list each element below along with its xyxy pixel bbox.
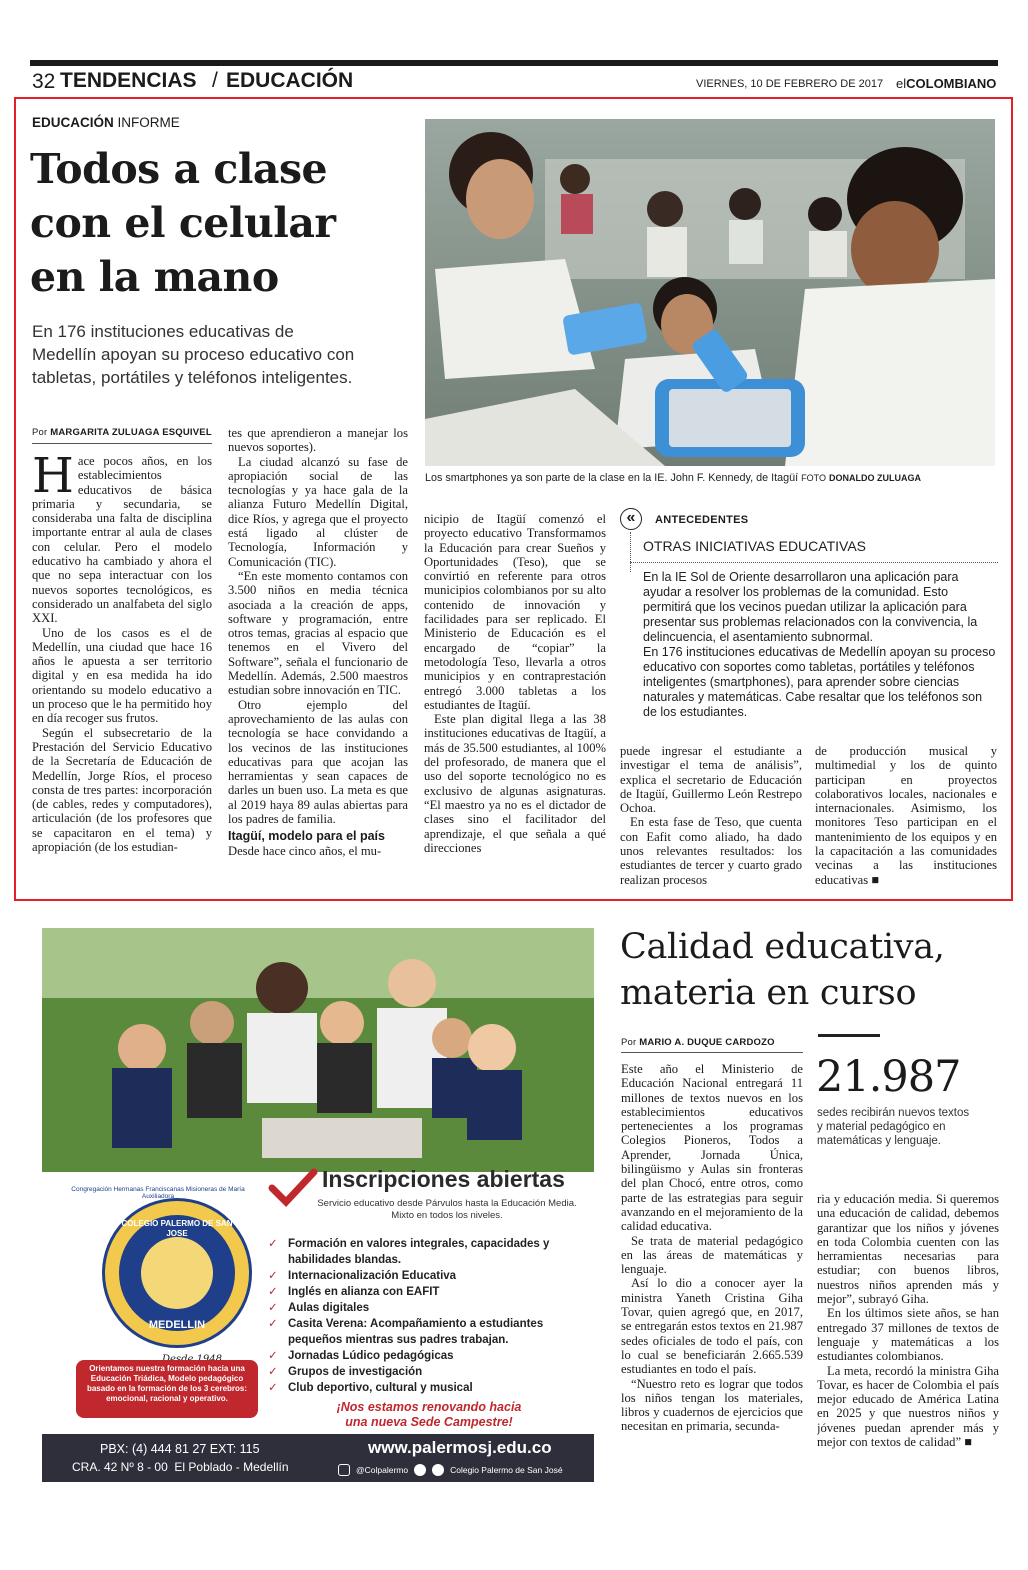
paragraph: La ciudad alcanzó su fase de apropiación social de las tecnologías y ya hace gala de la alianza Futuro Medellín Digital, dice Ríos, y agrega que el proyecto está ligado al clúster de Tecnología, Información y Comunicación (TIC). xyxy=(228,454,408,569)
sidebar-label: ANTECEDENTES xyxy=(655,514,749,526)
ad-bullet xyxy=(268,1236,590,1268)
classroom-photo xyxy=(425,119,995,466)
facebook-icon xyxy=(432,1464,444,1476)
issue-date: VIERNES, 10 DE FEBRERO DE 2017 xyxy=(696,78,884,90)
credit-prefix: FOTO xyxy=(801,473,826,483)
paragraph: En los últimos siete años, se han entregado 37 millones de textos de lenguaje y matemáticas a los estudiantes colombianos. xyxy=(817,1306,999,1364)
ad-bullet xyxy=(268,1316,590,1348)
social-handle: @Colpalermo xyxy=(356,1465,409,1475)
youtube-icon xyxy=(414,1464,426,1476)
ad-headline: Inscripciones abiertas xyxy=(322,1166,565,1192)
seal-name: COLEGIO PALERMO DE SAN JOSE xyxy=(121,1219,233,1238)
paragraph: En esta fase de Teso, que cuenta con Eafit como aliado, ha dado unos relevantes resultados: los estudiantes de tercer y cuarto grado realizan procesos xyxy=(620,815,802,887)
check-icon: ✓ xyxy=(268,1270,278,1282)
ad-social xyxy=(338,1464,563,1476)
paragraph: Desde hace cinco años, el mu- xyxy=(228,843,382,858)
social-name: Colegio Palermo de San José xyxy=(450,1465,563,1475)
photo-caption xyxy=(425,472,997,484)
ad-bullet-text: Aulas digitales xyxy=(288,1302,370,1314)
article-deck xyxy=(32,320,354,389)
article-headline xyxy=(30,142,336,304)
campus-announcement xyxy=(268,1400,590,1430)
ad-bullet-text: Club deportivo, cultural y musical xyxy=(288,1382,473,1394)
kicker-light: INFORME xyxy=(117,115,180,130)
sidebar-paragraph: En 176 instituciones educativas de Medellín apoyan su proceso educativo con soportes como tabletas, portátiles y teléfonos inteligentes (smartphones), para aprender sobre ciencias naturales y matemáticas. Cabe resaltar que los teléfonos son de los estudiantes. xyxy=(643,645,996,719)
deck-line: En 176 instituciones educativas de xyxy=(32,322,294,341)
byline-rule xyxy=(32,443,212,444)
ad-bullet xyxy=(268,1380,590,1396)
ad-bullet xyxy=(268,1268,590,1284)
paragraph: nicipio de Itagüí comenzó el proyecto educativo Transformamos la Educación para crear Sueños y Oportunidades (Teso), que se convirtió en referente para otros municipios colombianos por su alto contenido de innovación y facilidades para ser replicado. El Ministerio de Educación es el encargado de “copiar” la metodología Teso, llevarla a otros municipios y en contraprestación entregó 3.000 tabletas a los estudiantes de Itagüí. xyxy=(424,512,606,712)
ad-bullet-text: Grupos de investigación xyxy=(288,1366,423,1378)
deck-line: Medellín apoyan su proceso educativo con xyxy=(32,345,355,364)
sidebar-body xyxy=(643,570,997,720)
check-icon: ✓ xyxy=(268,1382,278,1394)
article2-column-2 xyxy=(817,1192,999,1498)
sidebar-title: OTRAS INICIATIVAS EDUCATIVAS xyxy=(643,538,866,554)
ad-bullet xyxy=(268,1300,590,1316)
end-mark-icon: ■ xyxy=(871,872,879,887)
check-icon: ✓ xyxy=(268,1238,278,1250)
article2-column-1 xyxy=(621,1062,803,1498)
byline-name: MARIO A. DUQUE CARDOZO xyxy=(639,1037,775,1048)
seal-center xyxy=(141,1237,213,1309)
page-header xyxy=(30,68,998,94)
ad-bullet xyxy=(268,1364,590,1380)
check-icon: ✓ xyxy=(268,1350,278,1362)
article-column-3 xyxy=(424,512,606,890)
paragraph: Este año el Ministerio de Educación Nacional entregará 11 millones de textos nuevos en los establecimientos educativos pertenecientes a los programas Colegios Pioneros, Todos a Aprender, Jornada Única, bilingüismo y Aulas sin fronteras del plan Chocó, entre otros, como parte de las estrategias para seguir avanzando en el mejoramiento de la calidad educativa. xyxy=(621,1062,803,1234)
paragraph: “Nuestro reto es lograr que todos los niños tengan los materiales, libros y cuadernos de ejercicios que necesitan en primaria, secunda- xyxy=(621,1376,803,1434)
sidebar-title-rule xyxy=(630,562,998,563)
ad-bullet-text: Inglés en alianza con EAFIT xyxy=(288,1286,440,1298)
paragraph: Uno de los casos es el de Medellín, una ciudad que hace 16 años le apuesta a ser territorio digital y en esa medida ha ido orientando su modelo educativo a un proceso que le ha permitido hoy en día recoger sus frutos. xyxy=(32,625,212,726)
campus-line: ¡Nos estamos renovando hacia xyxy=(336,1400,522,1414)
ad-photo xyxy=(42,928,594,1172)
ad-bullet-text: Formación en valores integrales, capacidades y habilidades blandas. xyxy=(288,1238,550,1266)
credit-name: DONALDO ZULUAGA xyxy=(828,473,921,483)
sidebar-dotted-rule xyxy=(630,532,631,572)
sidebar-box xyxy=(620,510,998,722)
paragraph: Se trata de material pedagógico en las áreas de matemáticas y lenguaje. xyxy=(621,1233,803,1277)
paragraph: de producción musical y multimedial y los de quinto participan en proyectos colaborativos locales, nacionales e internacionales. Asimismo, los monitores Teso participan en el mantenimiento de los equipos y en la capacitación a las comunidades vecinas a las instituciones educativas xyxy=(815,744,997,887)
sidebar-paragraph: En la IE Sol de Oriente desarrollaron una aplicación para ayudar a resolver los problemas de la comunidad. Esto permitirá que los vecinos puedan utilizar la aplicación para presentar sus problemas relacionados con la convivencia, la delincuencia, el asentamiento subnormal. xyxy=(643,570,978,644)
article-column-5 xyxy=(815,744,997,890)
article-column-2 xyxy=(228,426,408,890)
check-icon: ✓ xyxy=(268,1286,278,1298)
paragraph: puede ingresar el estudiante a investigar el tema de análisis”, explica el secretario de Educación de Itagüí, Guillermo León Restrepo Ochoa. xyxy=(620,744,802,816)
school-seal xyxy=(102,1198,252,1348)
ad-bullet-text: Casita Verena: Acompañamiento a estudiantes pequeños mientras sus padres trabajan. xyxy=(288,1318,544,1346)
article2-byline xyxy=(621,1037,775,1048)
formation-box: Orientamos nuestra formación hacia una Educación Triádica, Modelo pedagógico basado en la formación de los 3 cerebros: emocional, racional y operativo. xyxy=(76,1360,258,1418)
campus-line: una nueva Sede Campestre! xyxy=(345,1415,513,1429)
school-ad xyxy=(42,928,594,1482)
seal-congregation: Congregación Hermanas Franciscanas Misioneras de María Auxiliadora xyxy=(71,1186,245,1200)
header-top-rule xyxy=(30,60,998,66)
ad-website[interactable]: www.palermosj.edu.co xyxy=(368,1438,552,1457)
ad-phone: PBX: (4) 444 81 27 EXT: 115 xyxy=(100,1442,260,1456)
ad-bullet xyxy=(268,1284,590,1300)
ad-bullet-text: Jornadas Lúdico pedagógicas xyxy=(288,1350,454,1362)
section-name: TENDENCIAS xyxy=(60,69,197,92)
instagram-icon xyxy=(338,1464,350,1476)
byline-prefix: Por xyxy=(621,1037,637,1048)
ad-address: CRA. 42 Nº 8 - 00 El Poblado - Medellín xyxy=(72,1460,289,1474)
chevrons-left-icon: « xyxy=(620,508,642,530)
kicker-bold: EDUCACIÓN xyxy=(32,115,114,130)
headline-line: con el celular xyxy=(30,199,336,247)
page-number: 32 xyxy=(32,70,56,93)
article-kicker xyxy=(32,115,180,130)
stat-rule xyxy=(818,1034,880,1037)
end-mark-icon: ■ xyxy=(964,1435,972,1450)
ad-bullet-text: Internacionalización Educativa xyxy=(288,1270,457,1282)
headline-line: Calidad educativa, xyxy=(620,927,945,967)
article-column-1 xyxy=(32,454,212,890)
checkmark-icon xyxy=(268,1168,318,1208)
paragraph: La meta, recordó la ministra Giha Tovar, es hacer de Colombia el país mejor educado de América Latina en 2025 y que nuestros niños y jóvenes puedan aprender más y mejor con textos de calidad” xyxy=(817,1363,999,1450)
ad-bullet-list xyxy=(268,1236,590,1396)
paragraph: Así lo dio a conocer ayer la ministra Yaneth Cristina Giha Tovar, quien agregó que, en 2017, se entregarán estos textos en 21.987 sedes oficiales de todo el país, con lo cual se beneficiarán 2.665.539 estudiantes en todo el país. xyxy=(621,1276,803,1377)
ad-subtitle: Servicio educativo desde Párvulos hasta la Educación Media. Mixto en todos los niveles. xyxy=(317,1198,577,1221)
paragraph: Otro ejemplo del aprovechamiento de las aulas con tecnología se hace convidando a los vecinos de las instituciones educativas para que acojan las herramientas y sean capaces de darles un buen uso. La meta es que al 2019 haya 89 aulas abiertas para los padres de familia. xyxy=(228,697,408,827)
article-column-4 xyxy=(620,744,802,890)
paragraph: “En este momento contamos con 3.500 niños en media técnica asociada a la creación de apps, software y programación, entre otros temas, gracias al espacio que tenemos en el Vivero del Software”, señala el funcionario de Medellín. Además, 2.500 maestros estudian sobre innovación en TIC. xyxy=(228,568,408,698)
article-byline xyxy=(32,427,212,438)
stat-text: sedes recibirán nuevos textos y material pedagógico en matemáticas y lenguaje. xyxy=(817,1107,970,1147)
ad-bullet xyxy=(268,1348,590,1364)
subsection-name: EDUCACIÓN xyxy=(226,69,354,92)
deck-line: tabletas, portátiles y teléfonos inteligentes. xyxy=(32,368,353,387)
newspaper-logo xyxy=(896,76,996,91)
classroom-photo-illustration xyxy=(425,119,995,466)
paragraph: ace pocos años, en los establecimientos educativos de básica primaria y secundaria, se consideraba una falta de disciplina importante entrar al aula de clases con celular. Pero el modelo educativo ha cambiado y ahora el que no sepa interactuar con los nuevos soportes tecnológicos, es considerado un analfabeta del siglo XXI. xyxy=(32,454,212,626)
ad-footer xyxy=(42,1434,594,1482)
section-separator: / xyxy=(212,69,218,92)
headline-line: Todos a clase xyxy=(30,145,328,193)
headline-line: en la mano xyxy=(30,253,279,301)
check-icon: ✓ xyxy=(268,1302,278,1314)
byline-rule xyxy=(621,1052,803,1053)
section-subhead: Itagüí, modelo para el país xyxy=(228,829,385,844)
seal-city: MEDELLIN xyxy=(148,1319,206,1331)
logo-name: COLOMBIANO xyxy=(906,76,997,91)
headline-line: materia en curso xyxy=(620,973,917,1013)
paragraph: Según el subsecretario de la Prestación del Servicio Educativo de la Secretaría de Educación de Medellín, Jorge Ríos, el proceso consta de tres partes: incorporación (de cables, redes y computadores), articulación (de los profesores que se capacitaron en el tema) y apropiación (de los estudian- xyxy=(32,725,212,855)
stat-number: 21.987 xyxy=(816,1052,961,1102)
drop-cap: H xyxy=(32,454,74,504)
logo-prefix: el xyxy=(896,76,907,91)
paragraph: ria y educación media. Si queremos una educación de calidad, debemos garantizar que los niños y jóvenes en toda Colombia cuenten con las herramientas necesarias para estudiar; con buenos libros, nuestros niños aprenden más y mejor”, subrayó Giha. xyxy=(817,1192,999,1307)
article2-headline xyxy=(620,924,945,1016)
check-icon: ✓ xyxy=(268,1366,278,1378)
paragraph: tes que aprendieron a manejar los nuevos soportes). xyxy=(228,426,408,455)
byline-prefix: Por xyxy=(32,427,48,438)
check-icon: ✓ xyxy=(268,1318,278,1330)
byline-name: MARGARITA ZULUAGA ESQUIVEL xyxy=(50,427,212,438)
caption-text: Los smartphones ya son parte de la clase en la IE. John F. Kennedy, de Itagüí xyxy=(425,472,799,484)
paragraph: Este plan digital llega a las 38 instituciones educativas de Itagüí, a más de 35.500 estudiantes, al 100% del profesorado, de manera que el uso del soporte tecnológico no es exclusivo de algunas asignaturas. “El maestro ya no es el dictador de clases sino el facilitador del aprendizaje, el que señala a qué direcciones xyxy=(424,712,606,855)
